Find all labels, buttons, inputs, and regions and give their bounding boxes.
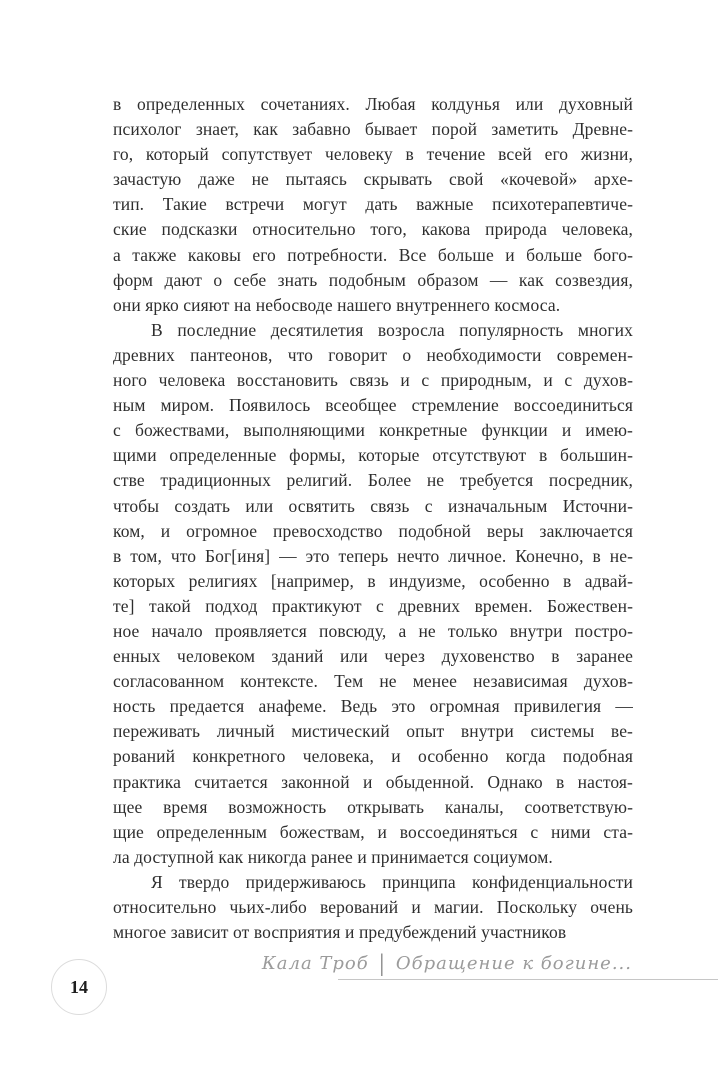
text-line: древних пантеонов, что говорит о необходимости современ- <box>113 344 633 365</box>
page-number-badge <box>51 959 107 1015</box>
paragraph <box>113 92 633 318</box>
paragraph <box>113 318 633 870</box>
text-line: рований конкретного человека, и особенно когда подобная <box>113 746 633 767</box>
text-line: согласованном контексте. Тем не менее независимая духов- <box>113 671 633 692</box>
text-line: те] такой подход практикуют с древних времен. Божествен- <box>113 595 633 616</box>
text-line: тип. Такие встречи могут дать важные психотерапевтиче- <box>113 194 633 215</box>
text-line: они ярко сияют на небосводе нашего внутреннего космоса. <box>113 294 561 315</box>
text-line: в том, что Бог[иня] — это теперь нечто личное. Конечно, в не- <box>113 545 633 566</box>
text-line: ное начало проявляется повсюду, а не только внутри постро- <box>113 620 633 641</box>
text-line: стве традиционных религий. Более не требуется посредник, <box>113 470 633 491</box>
text-line: ла доступной как никогда ранее и принимается социумом. <box>113 846 553 867</box>
text-line: переживать личный мистический опыт внутри системы ве- <box>113 721 633 742</box>
text-line: щими определенные формы, которые отсутствуют в большин- <box>113 445 633 466</box>
footer-rule <box>338 979 718 980</box>
text-line: относительно чьих-либо верований и магии. Поскольку очень <box>113 897 633 917</box>
text-line: ком, и огромное превосходство подобной веры заключается <box>113 520 633 541</box>
footer-separator: | <box>378 950 386 977</box>
text-line: ным миром. Появилось всеобщее стремление воссоединиться <box>113 395 633 416</box>
text-line: психолог знает, как забавно бывает порой заметить Древне- <box>113 119 633 140</box>
text-line: многое зависит от восприятия и предубеждений участников <box>113 922 567 943</box>
text-line: зачастую даже не пытаясь скрывать свой «кочевой» архе- <box>113 169 633 190</box>
text-line: щие определенным божествам, и воссоединяться с ними ста- <box>113 821 633 842</box>
text-line: с божествами, выполняющими конкретные функции и имею- <box>113 420 633 441</box>
text-line: щее время возможность открывать каналы, соответствую- <box>113 796 633 817</box>
text-line: го, который сопутствует человеку в течение всей его жизни, <box>113 144 633 165</box>
text-line: а также каковы его потребности. Все больше и больше бого- <box>113 244 633 265</box>
body-text <box>113 92 633 945</box>
text-line: В последние десятилетия возросла популярность многих <box>151 319 633 340</box>
page-number: 14 <box>70 976 88 997</box>
text-line: ские подсказки относительно того, какова природа человека, <box>113 219 633 240</box>
footer-author: Кала Троб <box>261 953 369 974</box>
text-line: которых религиях [например, в индуизме, особенно в адвай- <box>113 570 633 591</box>
text-line: енных человеком зданий или через духовенство в заранее <box>113 646 633 667</box>
text-line: ность предается анафеме. Ведь это огромная привилегия — <box>113 696 633 717</box>
text-line: ного человека восстановить связь и с природным, и с духов- <box>113 370 633 391</box>
text-line: чтобы создать или освятить связь с изначальным Источни- <box>113 495 633 516</box>
running-footer <box>212 950 632 977</box>
text-line: в определенных сочетаниях. Любая колдунья или духовный <box>113 94 633 114</box>
footer-book-title: Обращение к богине... <box>395 953 632 974</box>
text-line: практика считается законной и обыденной. Однако в настоя- <box>113 771 633 792</box>
text-line: Я твердо придерживаюсь принципа конфиденциальности <box>151 871 633 892</box>
text-line: форм дают о себе знать подобным образом — как созвездия, <box>113 269 633 290</box>
paragraph <box>113 870 633 945</box>
